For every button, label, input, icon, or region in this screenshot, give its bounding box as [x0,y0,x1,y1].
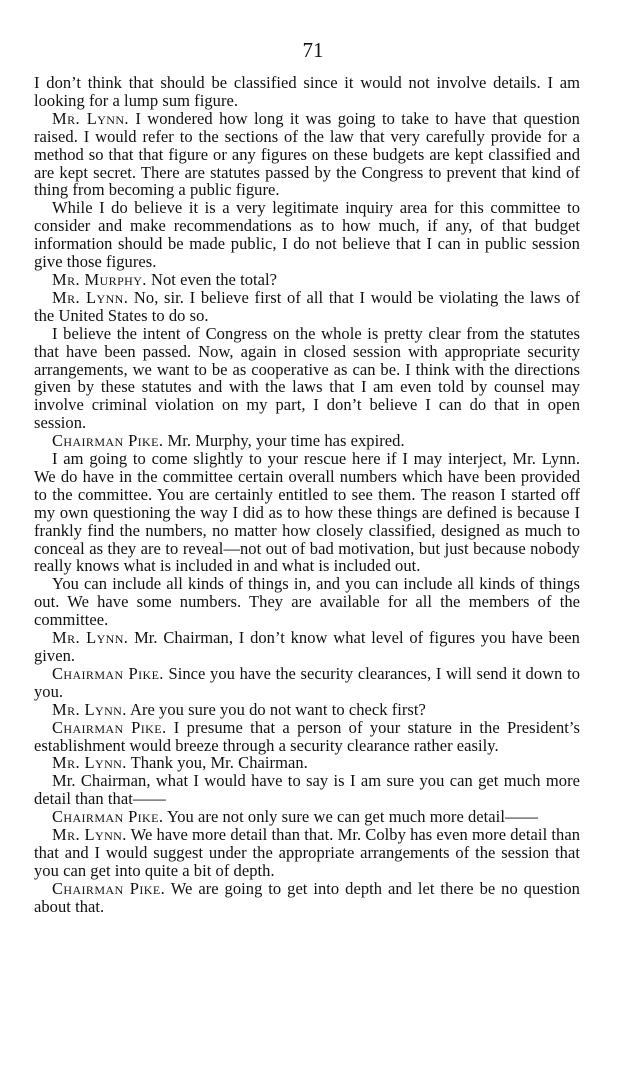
paragraph [34,110,580,200]
paragraph [34,808,580,826]
paragraph-text: Mr. Murphy, your time has expired. [167,431,405,451]
paragraph-text: I wondered how long it was going to take to have that question raised. I would refer to the sections of the law that very carefully provide for a method so that that figure or any figures on these budgets are kept classified and are kept secret. There are statutes passed by the Congress to prevent that kind of thing from becoming a public figure. [34,108,580,200]
paragraph-text: Thank you, Mr. Chairman. [130,753,308,773]
speaker-name: Chairman Pike. [52,431,164,451]
paragraph [34,575,580,629]
speaker-name: Chairman Pike. [52,717,167,737]
paragraph [34,199,580,271]
paragraph-text: Mr. Chairman, I don’t know what level of figures you have been given. [34,628,580,665]
paragraph [34,325,580,432]
paragraph-text: I believe the intent of Congress on the whole is pretty clear from the statutes that have been passed. Now, again in closed session with appropriate security arrangements, we want to be as cooperative as can be. I think with the directions given by these statutes and with the laws that I am even told by counsel may involve criminal violation on my part, I don’t believe I can do that in open session. [34,323,580,433]
paragraph [34,271,580,289]
paragraph-text: I presume that a person of your stature in the President’s establishment would breeze through a security clearance rather easily. [34,717,580,755]
paragraph [34,74,580,110]
paragraph-text: While I do believe it is a very legitimate inquiry area for this committee to consider and make recommendations as to how much, if any, of that budget information should be made public, I do not believe that I can in public session give those figures. [34,198,580,272]
paragraph [34,880,580,916]
paragraph-text: I am going to come slightly to your rescue here if I may interject, Mr. Lynn. We do have in the committee certain overall numbers which have been provided to the committee. You are certainly entitled to see them. The reason I started off my own questioning the way I did as to how these things are defined is because I frankly find the numbers, no matter how closely classified, designed as much to conceal as they are to reveal—not out of bad motivation, but just because nobody really knows what is included in and what is included out. [34,449,580,576]
paragraph-text: Since you have the security clearances, I will send it down to you. [34,663,581,701]
paragraph [34,665,580,701]
paragraph [34,432,580,450]
speaker-name: Mr. Lynn. [52,825,127,845]
paragraph [34,289,580,325]
speaker-name: Chairman Pike. [52,663,164,683]
paragraph [34,701,580,719]
page-number: 71 [302,38,324,62]
paragraph [34,629,580,665]
paragraph-text: I don’t think that should be classified since it would not involve details. I am looking for a lump sum figure. [34,73,580,110]
speaker-name: Mr. Lynn. [52,753,127,773]
paragraph-text: We have more detail than that. Mr. Colby has even more detail than that and I would suggest under the appropriate arrangements of the session that you can get into quite a bit of depth. [34,825,581,880]
speaker-name: Mr. Murphy. [52,269,147,289]
speaker-name: Chairman Pike. [52,878,166,898]
paragraph [34,719,580,755]
paragraph [34,754,580,772]
document-page [34,38,580,916]
paragraph-text: Are you sure you do not want to check first? [130,699,426,719]
paragraph-text: No, sir. I believe first of all that I would be violating the laws of the United States to do so. [34,287,580,325]
paragraph [34,826,580,880]
speaker-name: Chairman Pike. [52,807,164,827]
paragraph-text: Mr. Chairman, what I would have to say is I am sure you can get much more detail than that—— [34,771,580,809]
paragraph [34,450,580,575]
speaker-name: Mr. Lynn. [52,287,129,307]
speaker-name: Mr. Lynn. [52,699,127,719]
paragraph-text: You can include all kinds of things in, and you can include all kinds of things out. We have some numbers. They are available for all the members of the committee. [34,574,580,630]
paragraph-text: We are going to get into depth and let there be no question about that. [34,878,580,916]
paragraph-text: Not even the total? [151,269,278,289]
paragraph [34,772,580,808]
speaker-name: Mr. Lynn. [52,628,129,648]
speaker-name: Mr. Lynn. [52,108,129,128]
paragraph-text: You are not only sure we can get much more detail—— [166,807,539,827]
